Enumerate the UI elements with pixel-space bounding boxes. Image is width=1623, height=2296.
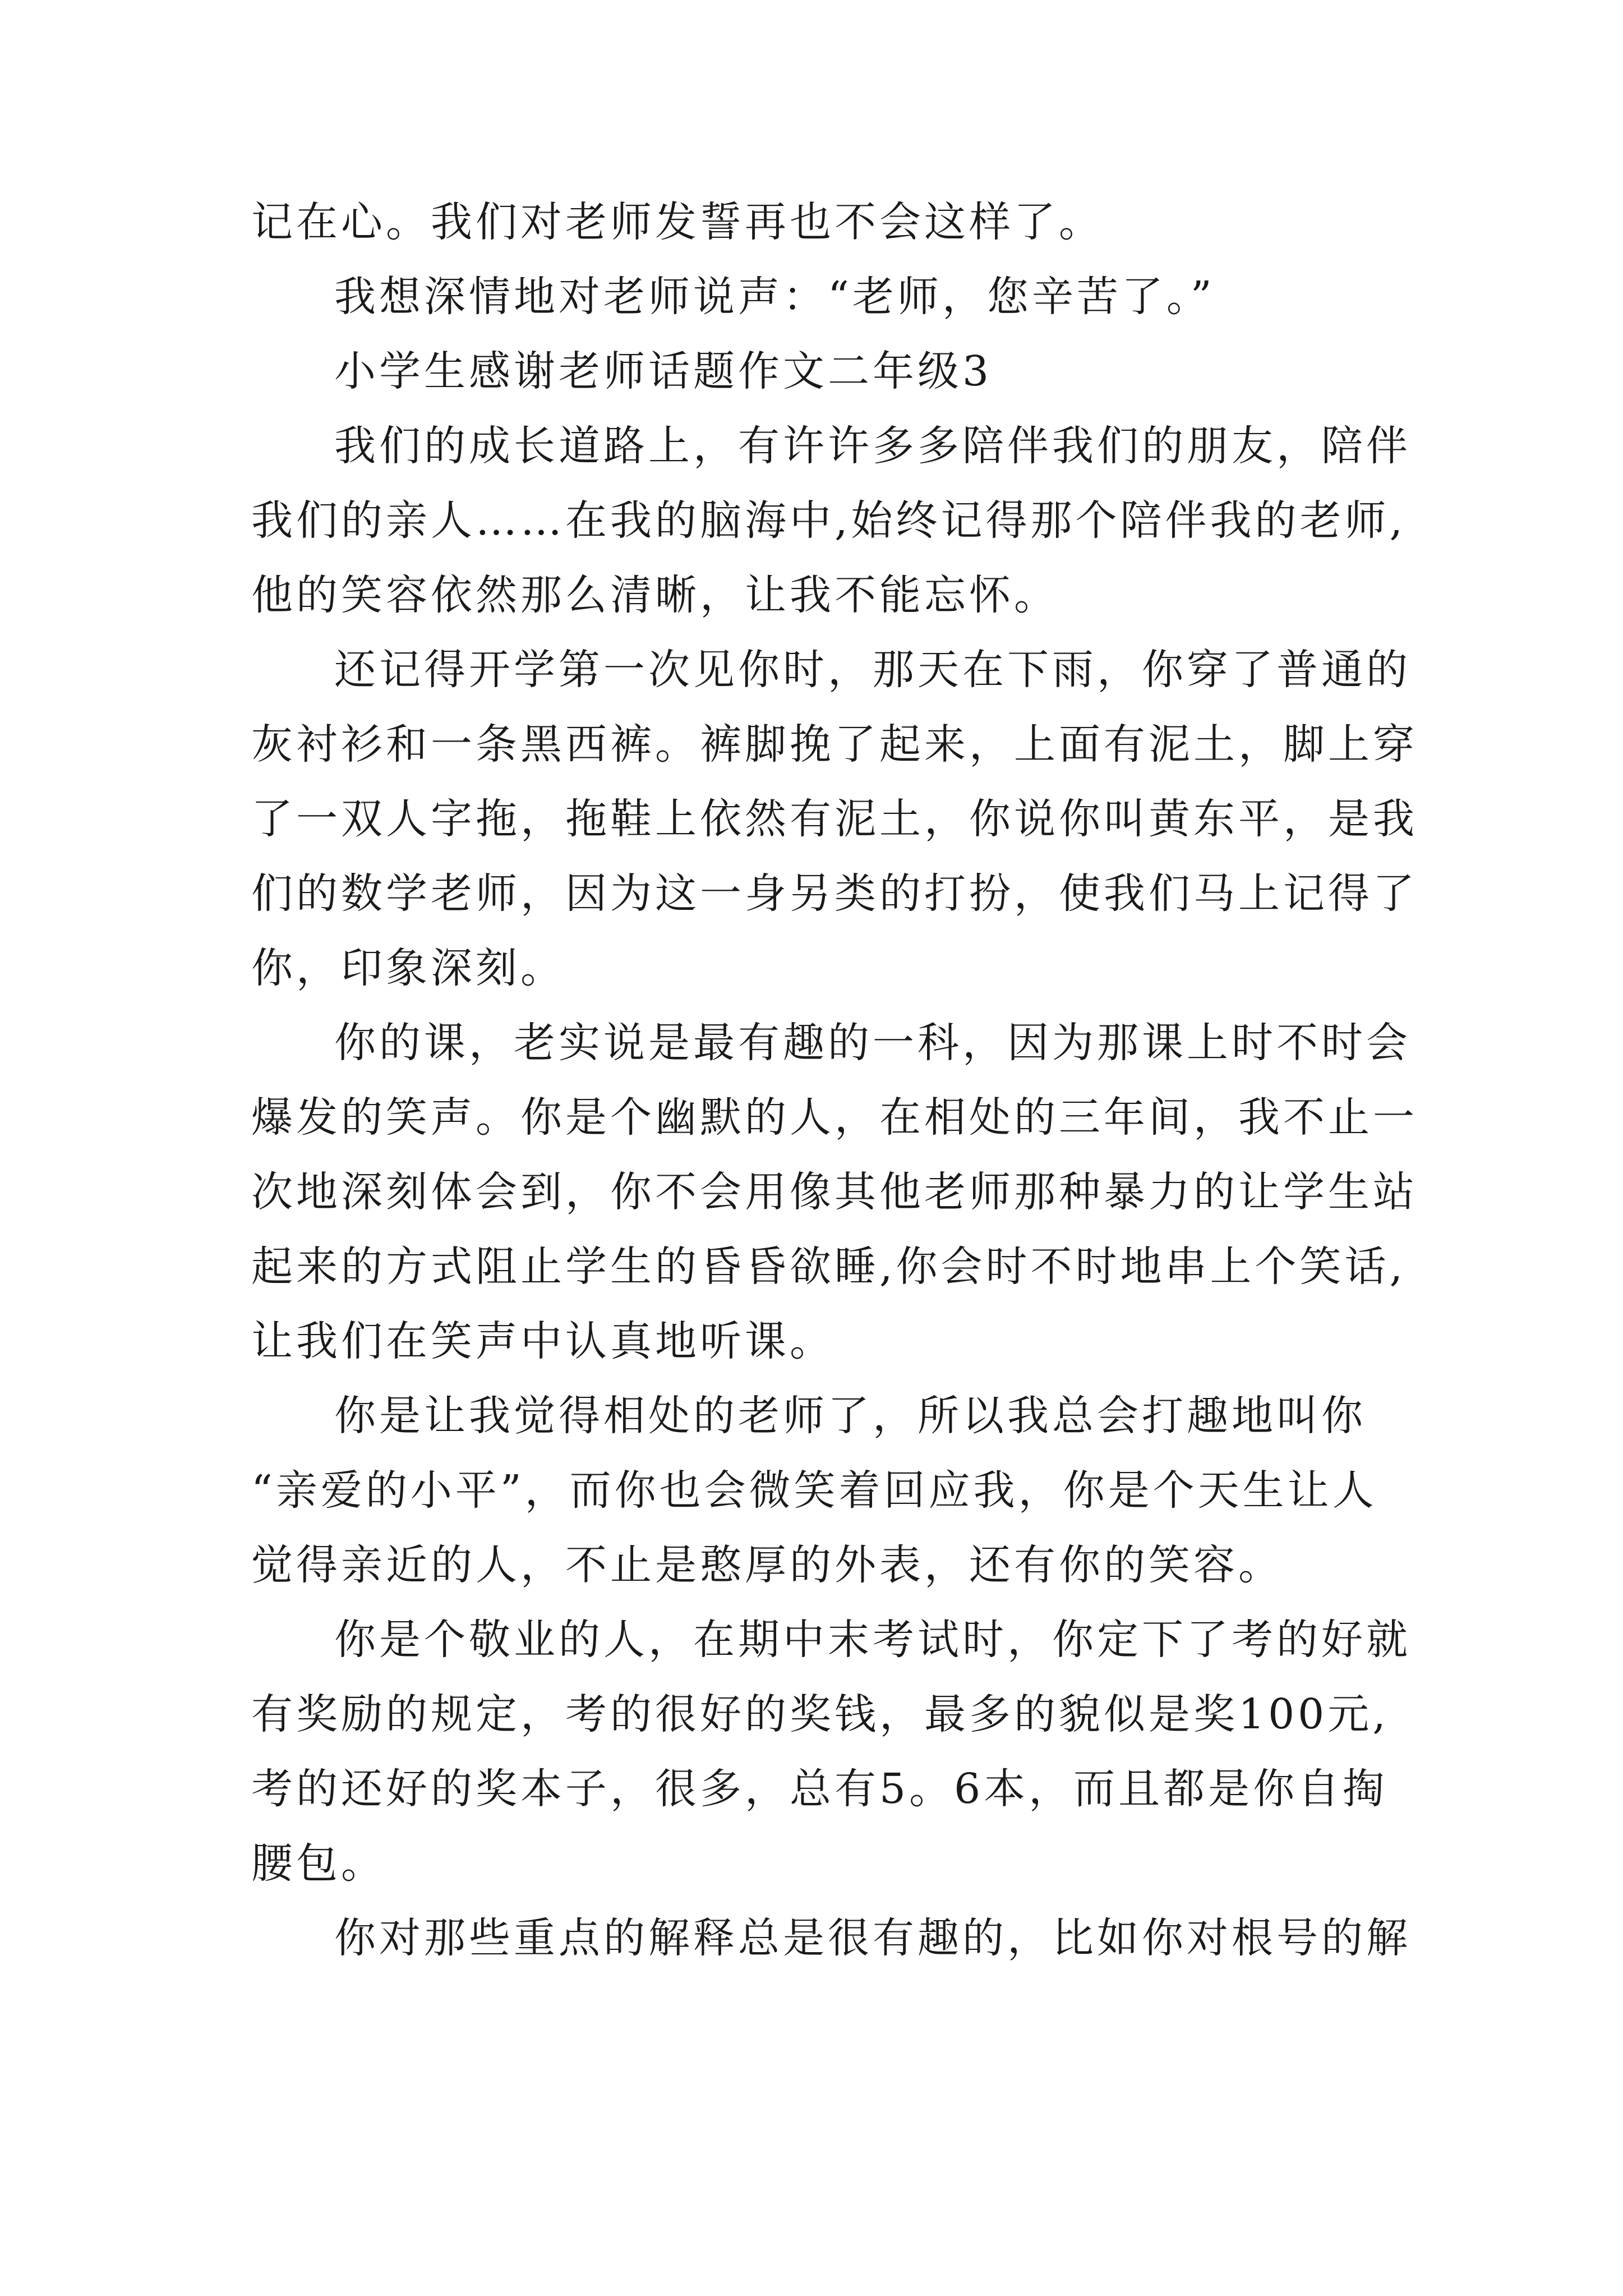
text-line: 让我们在笑声中认真地听课。 <box>251 1317 834 1365</box>
text-line: 觉得亲近的人，不止是憨厚的外表，还有你的笑容。 <box>251 1541 1283 1589</box>
paragraph <box>251 1603 1411 1901</box>
paragraph <box>251 409 1411 633</box>
paragraph <box>251 260 1378 334</box>
text-line: 有奖励的规定，考的很好的奖钱，最多的貌似是奖100元, <box>251 1690 1389 1738</box>
text-line: 我们的成长道路上，有许许多多陪伴我们的朋友，陪伴 <box>334 422 1411 470</box>
text-line: 你的课，老实说是最有趣的一科，因为那课上时不时会 <box>334 1019 1411 1067</box>
text-line: 你，印象深刻。 <box>251 944 565 992</box>
paragraph <box>251 1006 1418 1379</box>
text-line: 他的笑容依然那么清晰，让我不能忘怀。 <box>251 571 1059 619</box>
text-line: 我想深情地对老师说声：“老师，您辛苦了。” <box>334 273 1215 321</box>
paragraph <box>251 1901 1411 1976</box>
document-body <box>251 185 1418 1976</box>
text-line: 记在心。我们对老师发誓再也不会这样了。 <box>251 198 1104 246</box>
paragraph <box>251 1379 1378 1603</box>
paragraph <box>251 633 1418 1006</box>
paragraph <box>251 334 1378 409</box>
text-line: 腰包。 <box>251 1839 386 1888</box>
paragraph <box>251 185 1378 260</box>
text-line: 你对那些重点的解释总是很有趣的，比如你对根号的解 <box>334 1914 1411 1962</box>
text-line: 们的数学老师，因为这一身另类的打扮，使我们马上记得了 <box>251 869 1418 918</box>
text-line: 小学生感谢老师话题作文二年级3 <box>334 347 993 395</box>
text-line: 次地深刻体会到，你不会用像其他老师那种暴力的让学生站 <box>251 1168 1418 1216</box>
text-line: 考的还好的奖本子，很多，总有5。6本，而且都是你自掏 <box>251 1765 1388 1813</box>
text-line: 爆发的笑声。你是个幽默的人，在相处的三年间，我不止一 <box>251 1093 1418 1142</box>
text-line: 灰衬衫和一条黑西裤。裤脚挽了起来，上面有泥土，脚上穿 <box>251 720 1418 769</box>
text-line: “亲爱的小平”，而你也会微笑着回应我，你是个天生让人 <box>251 1466 1377 1515</box>
text-line: 还记得开学第一次见你时，那天在下雨，你穿了普通的 <box>334 646 1411 694</box>
text-line: 起来的方式阻止学生的昏昏欲睡,你会时不时地串上个笑话, <box>251 1243 1407 1291</box>
text-line: 我们的亲人……在我的脑海中,始终记得那个陪伴我的老师, <box>251 496 1407 545</box>
text-line: 你是让我觉得相处的老师了，所以我总会打趣地叫你 <box>334 1392 1366 1440</box>
text-line: 你是个敬业的人，在期中末考试时，你定下了考的好就 <box>334 1616 1411 1664</box>
text-line: 了一双人字拖，拖鞋上依然有泥土，你说你叫黄东平，是我 <box>251 795 1418 843</box>
